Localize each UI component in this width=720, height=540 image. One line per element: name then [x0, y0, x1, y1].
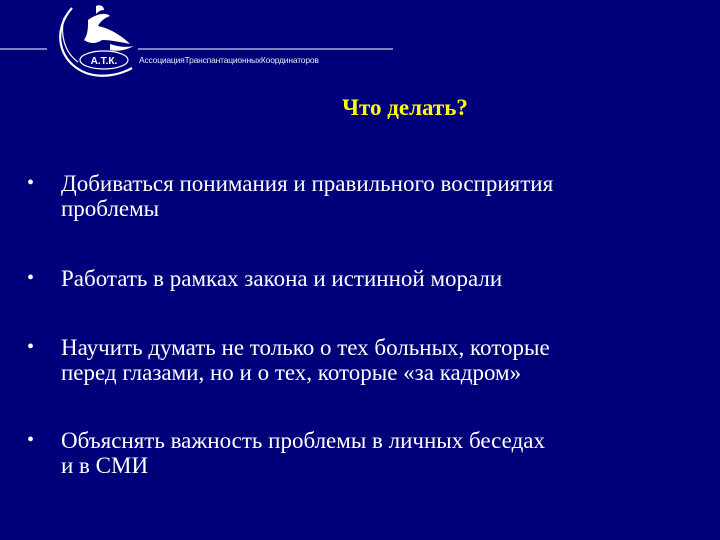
bullet-text: Добиваться понимания и правильного восприятия проблемы	[61, 171, 554, 221]
bullet-marker: •	[27, 267, 35, 289]
slide-title	[0, 95, 720, 121]
logo-text: А.Т.К.	[90, 56, 118, 67]
bullet-marker: •	[27, 429, 35, 451]
bullet-text: Работать в рамках закона и истинной морали	[61, 266, 503, 291]
slide-title-text: Что делать?	[342, 95, 468, 120]
bird-logo-icon	[0, 0, 720, 90]
bullet-text: Научить думать не только о тех больных, которые перед глазами, но и о тех, которые «за кадром»	[61, 335, 550, 385]
bullet-text: Объяснять важность проблемы в личных беседах и в СМИ	[61, 428, 545, 478]
bullet-marker: •	[27, 336, 35, 358]
org-name: АссоциацияТранспантационныхКоординаторов	[139, 55, 319, 65]
bullet-marker: •	[27, 172, 35, 194]
